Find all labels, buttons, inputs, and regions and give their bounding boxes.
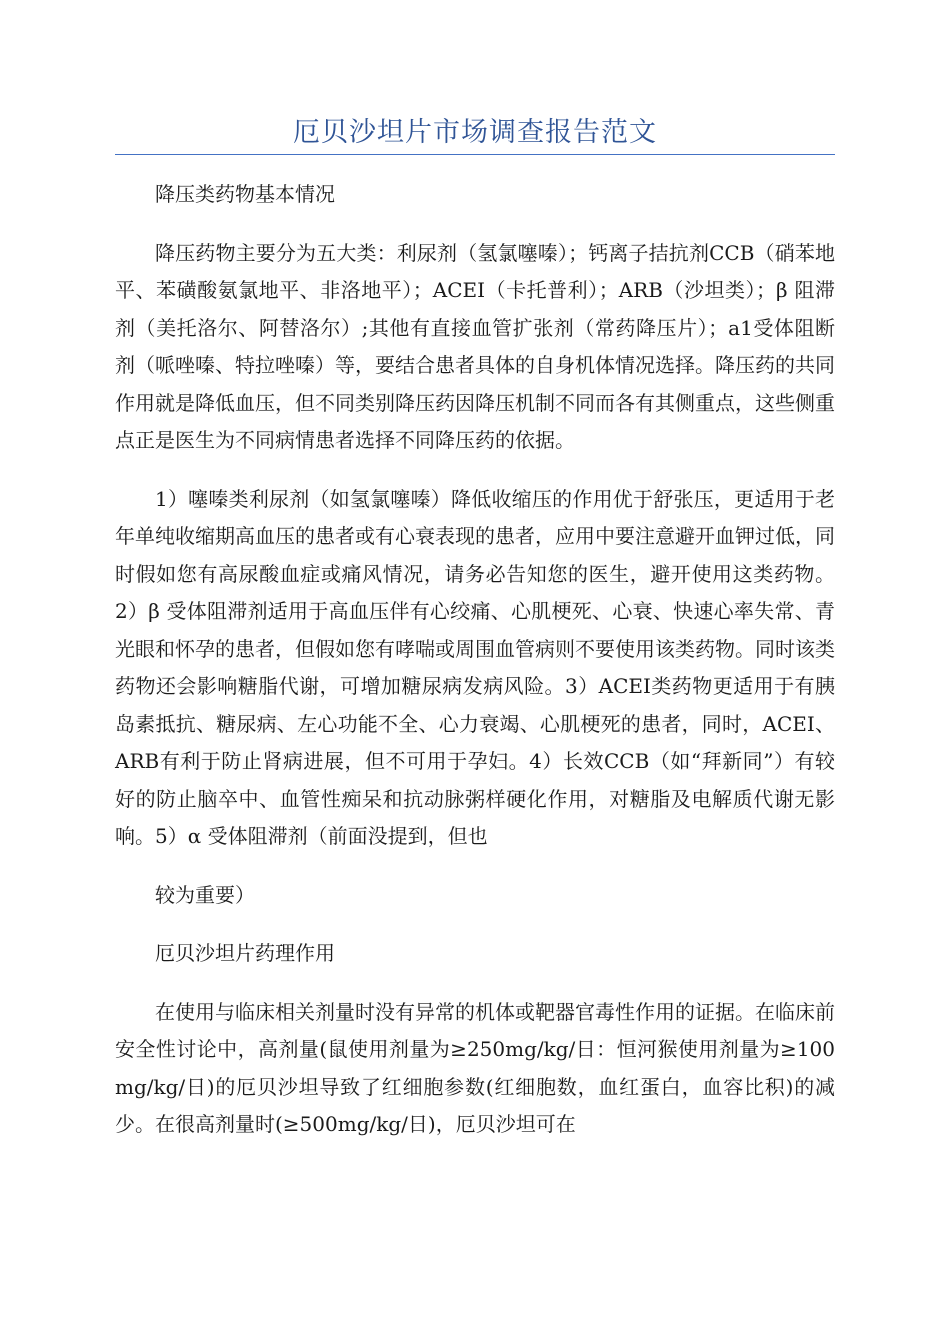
body-paragraph: 较为重要） <box>155 882 255 907</box>
paragraph-spacer <box>115 856 835 877</box>
section-heading: 降压类药物基本情况 <box>155 182 335 206</box>
paragraph-spacer <box>115 214 835 235</box>
title-underline <box>115 154 835 155</box>
body-paragraph: 在使用与临床相关剂量时没有异常的机体或靶器官毒性作用的证据。在临床前安全性讨论中，高剂量(鼠使用剂量为≥250mg/kg/日：恒河猴使用剂量为≥100mg/kg/日)的厄贝沙坦导致了红细胞参数(红细胞数，血红蛋白，血容比积)的减少。在很高剂量时(≥500mg/kg/日)，厄贝沙坦可在 <box>115 999 835 1136</box>
body-paragraph: 1）噻嗪类利尿剂（如氢氯噻嗪）降低收缩压的作用优于舒张压，更适用于老年单纯收缩期高血压的患者或有心衰表现的患者，应用中要注意避开血钾过低，同时假如您有高尿酸血症或痛风情况，请务必告知您的医生，避开使用这类药物。2）β 受体阻滞剂适用于高血压伴有心绞痛、心肌梗死、心衰、快速心率失常、青光眼和怀孕的患者，但假如您有哮喘或周围血管病则不要使用该类药物。同时该类药物还会影响糖脂代谢，可增加糖尿病发病风险。3）ACEI类药物更适用于有胰岛素抵抗、糖尿病、左心功能不全、心力衰竭、心肌梗死的患者，同时，ACEI、ARB有利于防止肾病进展，但不可用于孕妇。4）长效CCB（如“拜新同”）有较好的防止脑卒中、血管性痴呆和抗动脉粥样硬化作用，对糖脂及电解质代谢无影响。5）α 受体阻滞剂（前面没提到，但也 <box>115 486 835 848</box>
body-paragraph: 降压药物主要分为五大类：利尿剂（氢氯噻嗪）；钙离子拮抗剂CCB（硝苯地平、苯磺酸氨氯地平、非洛地平）；ACEI（卡托普利）；ARB（沙坦类）；β 阻滞剂（美托洛尔、阿替洛尔）;其他有直接血管扩张剂（常药降压片）；a1受体阻断剂（哌唑嗪、特拉唑嗪）等，要结合患者具体的自身机体情况选择。降压药的共同作用就是降低血压，但不同类别降压药因降压机制不同而各有其侧重点，这些侧重点正是医生为不同病情患者选择不同降压药的依据。 <box>115 240 835 452</box>
document-body <box>115 176 835 1144</box>
page-title: 厄贝沙坦片市场调查报告范文 <box>293 117 657 148</box>
paragraph-spacer <box>115 460 835 481</box>
paragraph-spacer <box>115 914 835 935</box>
paragraph-spacer <box>115 973 835 994</box>
section-heading: 厄贝沙坦片药理作用 <box>155 941 335 965</box>
